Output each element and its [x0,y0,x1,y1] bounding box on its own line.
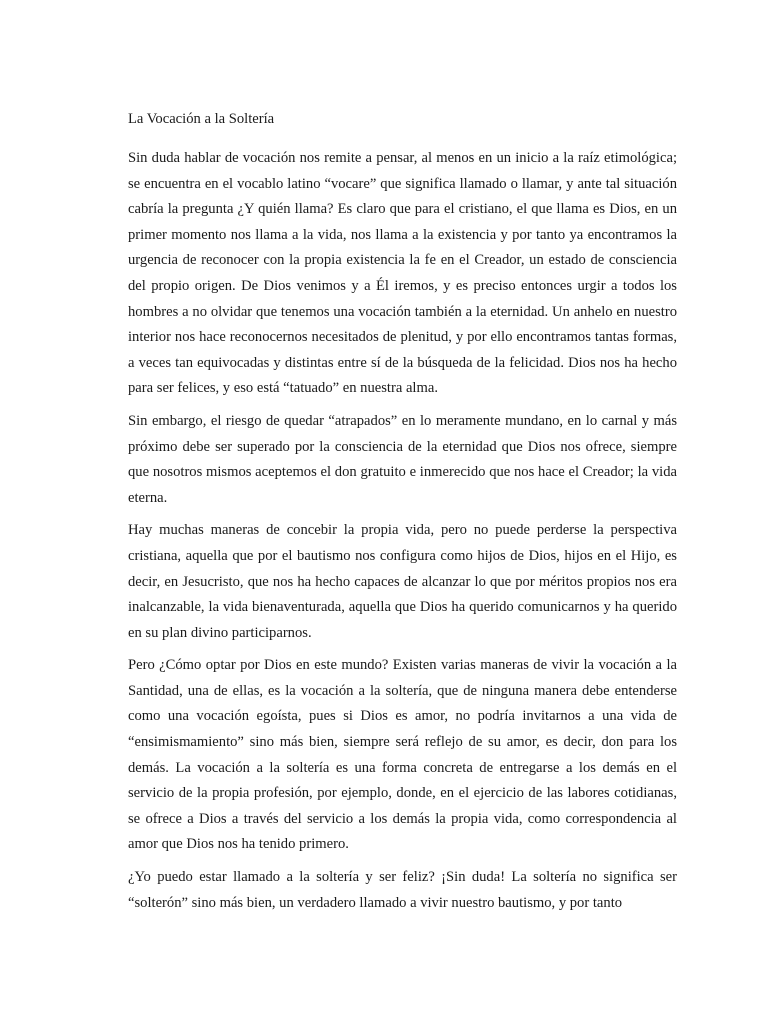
paragraph-3: Hay muchas maneras de concebir la propia vida, pero no puede perderse la perspectiva cristiana, aquella que por el bautismo nos configura como hijos de Dios, hijos en el Hijo, es decir, en Jesucristo, que nos ha hecho capaces de alcanzar lo que por méritos propios nos era inalcanzable, la vida bienaventurada, aquella que Dios ha querido comunicarnos y ha querido en su plan divino participarnos. [128,522,677,641]
paragraph-1: Sin duda hablar de vocación nos remite a pensar, al menos en un inicio a la raíz etimológica; se encuentra en el vocablo latino “vocare” que significa llamado o llamar, y ante tal situación cabría la pregunta ¿Y quién llama? Es claro que para el cristiano, el que llama es Dios, en un primer momento nos llama a la vida, nos llama a la existencia y por tanto ya encontramos la urgencia de reconocer con la propia existencia la fe en el Creador, un estado de consciencia del propio origen. De Dios venimos y a Él iremos, y es preciso entonces urgir a todos los hombres a no olvidar que tenemos una vocación también a la eternidad. Un anhelo en nuestro interior nos hace reconocernos necesitados de plenitud, y por ello encontramos tantas formas, a veces tan equivocadas y distintas entre sí de la búsqueda de la felicidad. Dios nos ha hecho para ser felices, y eso está “tatuado” en nuestra alma. [128,150,677,397]
document-title: La Vocación a la Soltería [128,111,275,127]
paragraph-2: Sin embargo, el riesgo de quedar “atrapados” en lo meramente mundano, en lo carnal y más próximo debe ser superado por la consciencia de la eternidad que Dios nos ofrece, siempre que nosotros mismos aceptemos el don gratuito e inmerecido que nos hace el Creador; la vida eterna. [128,412,677,506]
document-page [128,106,677,923]
paragraph-4: Pero ¿Cómo optar por Dios en este mundo? Existen varias maneras de vivir la vocación a la Santidad, una de ellas, es la vocación a la soltería, que de ninguna manera debe entenderse como una vocación egoísta, pues si Dios es amor, no podría invitarnos a una vida de “ensimismamiento” sino más bien, siempre será reflejo de su amor, es decir, don para los demás. La vocación a la soltería es una forma concreta de entregarse a los demás en el servicio de la propia profesión, por ejemplo, donde, en el ejercicio de las labores cotidianas, se ofrece a Dios a través del servicio a los demás la propia vida, como correspondencia al amor que Dios nos ha tenido primero. [128,657,677,853]
paragraph-5: ¿Yo puedo estar llamado a la soltería y ser feliz? ¡Sin duda! La soltería no significa ser “solterón” sino más bien, un verdadero llamado a vivir nuestro bautismo, y por tanto [128,869,677,911]
